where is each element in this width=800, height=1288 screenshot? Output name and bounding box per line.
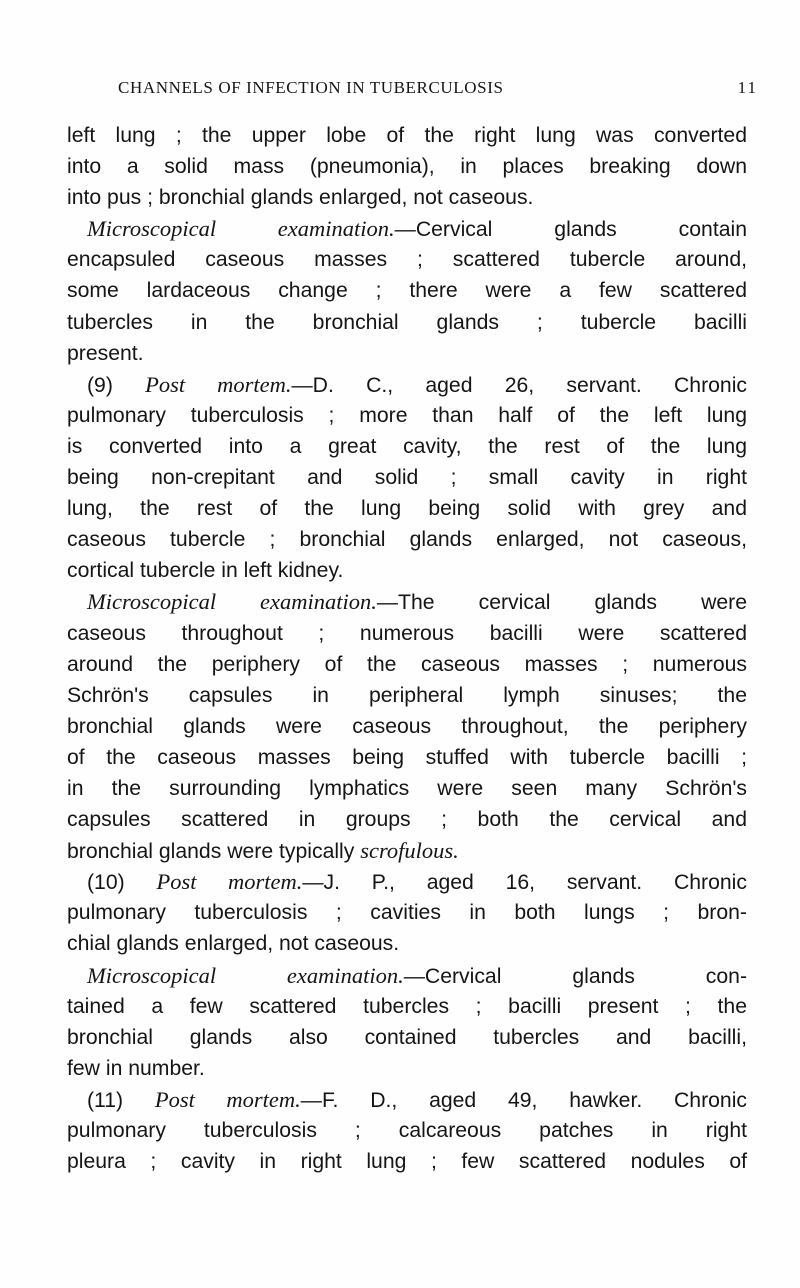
italic-text: Microscopical examination. — [87, 589, 377, 615]
text-line — [67, 711, 747, 742]
text-segment: into a solid mass (pneumonia), in places breaking down — [67, 155, 747, 179]
text-segment: Schrön's capsules in peripheral lymph sinuses; the — [67, 683, 747, 707]
text-line — [67, 835, 747, 866]
italic-text: Post mortem. — [156, 869, 303, 895]
text-line — [67, 1084, 747, 1115]
text-line — [67, 275, 747, 306]
text-line — [67, 244, 747, 275]
text-segment: chial glands enlarged, not caseous. — [67, 932, 400, 956]
italic-text: Microscopical examination. — [87, 962, 404, 988]
text-line — [67, 462, 747, 493]
text-segment: some lardaceous change ; there were a few scattered — [67, 279, 747, 303]
text-segment: pulmonary tuberculosis ; cavities in both lungs ; bron- — [67, 901, 747, 925]
text-segment: into pus ; bronchial glands enlarged, not caseous. — [67, 186, 534, 210]
text-segment: pulmonary tuberculosis ; more than half of the left lung — [67, 403, 747, 427]
text-segment: —J. P., aged 16, servant. Chronic — [302, 871, 747, 895]
text-line — [67, 804, 747, 835]
text-line — [67, 1022, 747, 1053]
text-line — [67, 400, 747, 431]
text-line — [67, 151, 747, 182]
text-segment: —Cervical glands contain — [394, 218, 747, 242]
text-segment: around the periphery of the caseous masses ; numerous — [67, 652, 747, 676]
text-line — [67, 431, 747, 462]
text-line — [67, 866, 747, 897]
text-segment: in the surrounding lymphatics were seen many Schrön's — [67, 776, 747, 800]
text-line — [67, 213, 747, 244]
text-segment: bronchial glands were caseous throughout, the periphery — [67, 714, 747, 738]
text-segment: —The cervical glands were — [376, 591, 747, 615]
text-segment: (10) — [87, 871, 157, 895]
text-line — [67, 773, 747, 804]
text-line — [67, 586, 747, 617]
text-segment: encapsuled caseous masses ; scattered tubercle around, — [67, 248, 747, 272]
text-segment: pulmonary tuberculosis ; calcareous patches in right — [67, 1119, 747, 1142]
text-segment: —D. C., aged 26, servant. Chronic — [291, 373, 747, 397]
text-line — [67, 493, 747, 524]
text-segment: tubercles in the bronchial glands ; tubercle bacilli — [67, 310, 747, 334]
text-line — [67, 524, 747, 555]
text-segment: few in number. — [67, 1056, 205, 1080]
page-number: 11 — [737, 78, 758, 97]
text-segment: lung, the rest of the lung being solid with grey and — [67, 497, 747, 521]
text-segment: of the caseous masses being stuffed with tubercle bacilli ; — [67, 745, 747, 769]
running-title: CHANNELS OF INFECTION IN TUBERCULOSIS — [118, 78, 504, 97]
text-segment: bronchial glands also contained tubercles and bacilli, — [67, 1025, 747, 1049]
italic-text: Post mortem. — [145, 371, 292, 397]
text-line — [67, 618, 747, 649]
text-line — [67, 307, 747, 338]
text-segment: caseous tubercle ; bronchial glands enlarged, not caseous, — [67, 528, 747, 552]
text-line — [67, 897, 747, 928]
text-segment: tained a few scattered tubercles ; bacilli present ; the — [67, 994, 747, 1018]
text-line — [67, 369, 747, 400]
text-line — [67, 338, 747, 369]
text-line — [67, 928, 747, 959]
text-line — [67, 1115, 747, 1146]
text-segment: cortical tubercle in left kidney. — [67, 559, 344, 583]
text-segment: bronchial glands were typically — [67, 840, 361, 864]
text-segment: (9) — [87, 373, 146, 397]
text-line — [67, 991, 747, 1022]
text-line — [67, 1053, 747, 1084]
text-line — [67, 742, 747, 773]
text-line — [67, 680, 747, 711]
body-text — [67, 120, 747, 1177]
text-segment: (11) — [87, 1088, 155, 1112]
text-segment: being non-crepitant and solid ; small cavity in right — [67, 466, 747, 490]
text-line — [67, 555, 747, 586]
text-segment: —Cervical glands con- — [403, 964, 748, 988]
text-line — [67, 182, 747, 213]
text-segment: pleura ; cavity in right lung ; few scattered nodules of — [67, 1150, 747, 1174]
text-line — [67, 120, 747, 151]
text-segment: caseous throughout ; numerous bacilli were scattered — [67, 621, 747, 645]
running-head — [68, 78, 758, 102]
text-segment: is converted into a great cavity, the rest of the lung — [67, 434, 747, 458]
text-segment: left lung ; the upper lobe of the right lung was converted — [67, 124, 747, 147]
text-segment: capsules scattered in groups ; both the cervical and — [67, 808, 747, 832]
text-segment: —F. D., aged 49, hawker. Chronic — [300, 1088, 747, 1112]
italic-text: Microscopical examination. — [87, 216, 395, 242]
italic-text: scrofulous. — [360, 838, 459, 864]
text-segment: present. — [67, 341, 144, 365]
text-line — [67, 960, 747, 991]
italic-text: Post mortem. — [154, 1086, 301, 1112]
text-line — [67, 649, 747, 680]
text-line — [67, 1146, 747, 1177]
